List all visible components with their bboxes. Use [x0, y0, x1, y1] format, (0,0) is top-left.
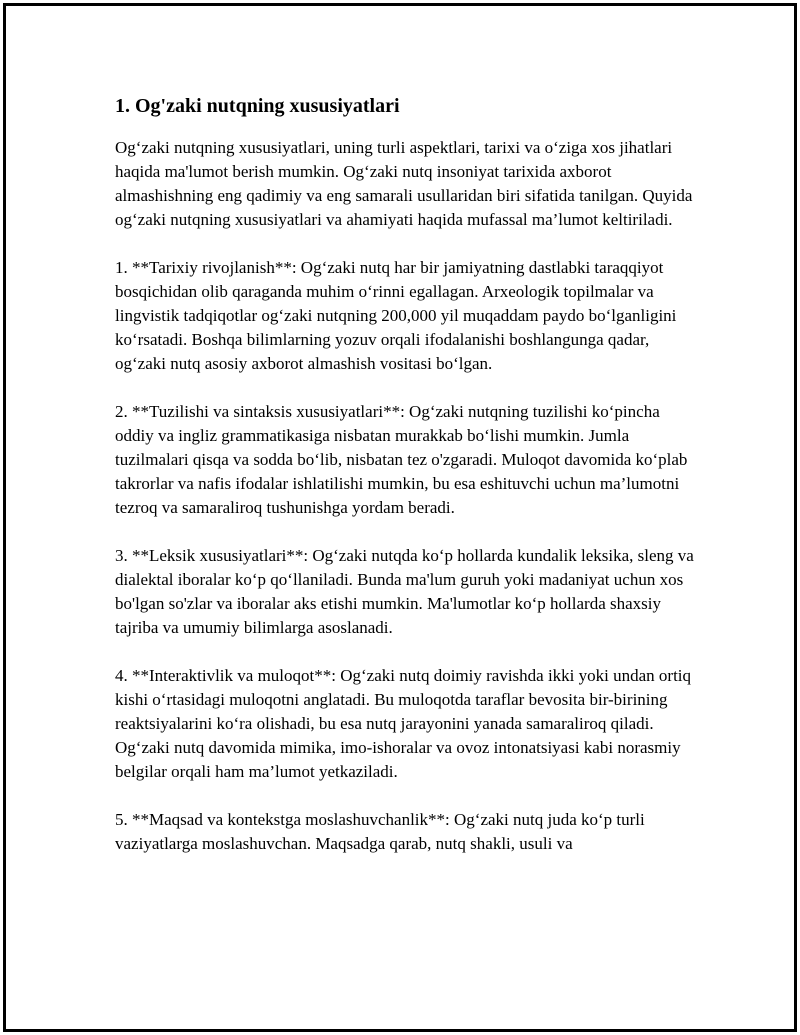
paragraph-lexical-features: 3. **Leksik xususiyatlari**: Og‘zaki nutqda ko‘p hollarda kundalik leksika, sleng va dialektal iboralar ko‘p qo‘llaniladi. Bunda ma'lum guruh yoki madaniyat uchun xos bo'lgan so'zlar va iboralar aks etishi mumkin. Ma'lumotlar ko‘p hollarda shaxsiy tajriba va umumiy bilimlarga asoslanadi.	[115, 546, 694, 637]
intro-paragraph: Og‘zaki nutqning xususiyatlari, uning turli aspektlari, tarixi va o‘ziga xos jihatlari haqida ma'lumot berish mumkin. Og‘zaki nutq insoniyat tarixida axborot almashishning eng qadimiy va eng samarali usullaridan biri sifatida tanilgan. Quyida og‘zaki nutqning xususiyatlari va ahamiyati haqida mufassal ma’lumot keltiriladi.	[115, 138, 693, 229]
document-title: 1. Og'zaki nutqning xususiyatlari	[115, 95, 400, 117]
paragraph-historical-development: 1. **Tarixiy rivojlanish**: Og‘zaki nutq har bir jamiyatning dastlabki taraqqiyot bosqichidan olib qaraganda muhim o‘rinni egallagan. Arxeologik topilmalar va lingvistik tadqiqotlar og‘zaki nutqning 200,000 yil muqaddam paydo bo‘lganligini ko‘rsatadi. Boshqa bilimlarning yozuv orqali ifodalanishi boshlangunga qadar, og‘zaki nutq asosiy axborot almashish vositasi bo‘lgan.	[115, 258, 677, 373]
paragraph-interactivity: 4. **Interaktivlik va muloqot**: Og‘zaki nutq doimiy ravishda ikki yoki undan ortiq kishi o‘rtasidagi muloqotni anglatadi. Bu muloqotda taraflar bevosita bir-birining reaktsiyalarini ko‘ra olishadi, bu esa nutq jarayonini yanada samaraliroq qiladi. Og‘zaki nutq davomida mimika, imo-ishoralar va ovoz intonatsiyasi kabi norasmiy belgilar orqali ham ma’lumot yetkaziladi.	[115, 666, 692, 781]
document-body	[115, 92, 695, 880]
paragraph-structure-syntax: 2. **Tuzilishi va sintaksis xususiyatlari**: Og‘zaki nutqning tuzilishi ko‘pincha oddiy va ingliz grammatikasiga nisbatan murakkab bo‘lishi mumkin. Jumla tuzilmalari qisqa va sodda bo‘lib, nisbatan tez o'zgaradi. Muloqot davomida ko‘plab takrorlar va nafis ifodalar ishlatilishi mumkin, bu esa eshituvchi uchun ma’lumotni tezroq va samaraliroq tushunishga yordam beradi.	[115, 402, 688, 517]
paragraph-adaptability: 5. **Maqsad va kontekstga moslashuvchanlik**: Og‘zaki nutq juda ko‘p turli vaziyatlarga moslashuvchan. Maqsadga qarab, nutq shakli, usuli va	[115, 810, 645, 853]
